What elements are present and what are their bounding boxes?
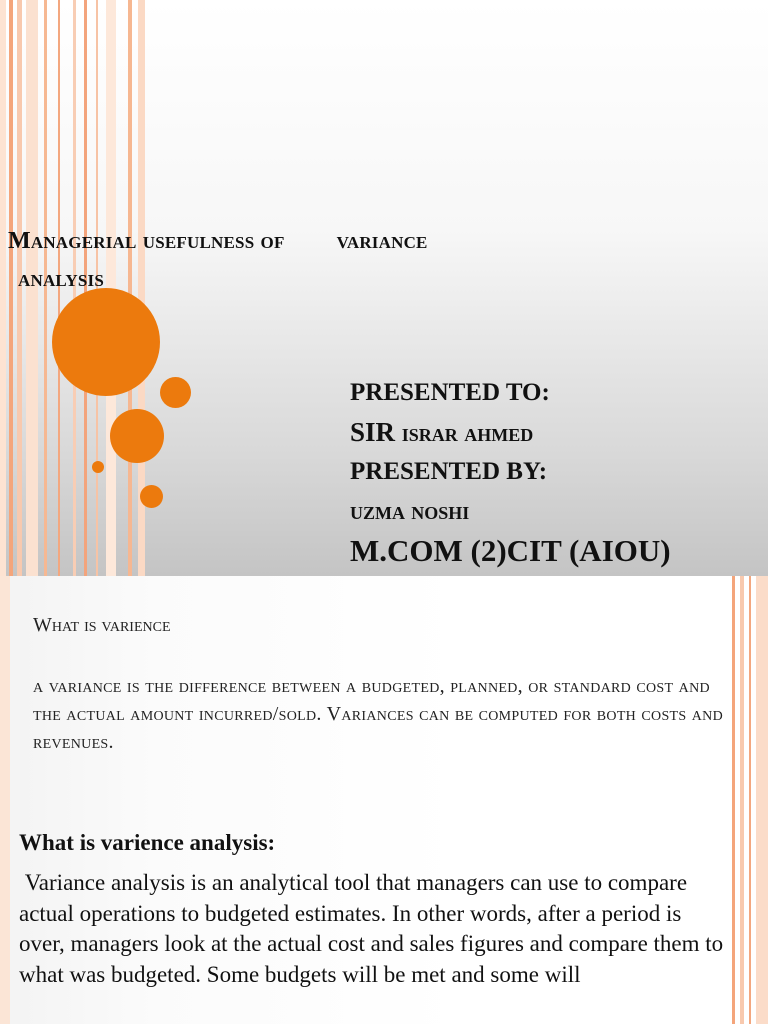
title-text-part2: variance <box>336 228 428 254</box>
presented-to-label: PRESENTED TO: <box>350 379 550 406</box>
slide-heading: What is varience <box>33 614 171 636</box>
left-accent-bar <box>0 576 10 1024</box>
decorative-circle-medium <box>110 409 164 463</box>
decorative-stripe <box>749 576 751 1024</box>
presented-by-label: PRESENTED BY: <box>350 458 548 485</box>
presented-to-name <box>350 417 533 448</box>
variance-definition: a variance is the difference between a budgeted, planned, or standard cost and the actual amount incurred/sold. Variances can be computed for both costs and revenues. <box>33 675 723 753</box>
presenter-name: uzma noshi <box>350 498 470 525</box>
title-text-part3: analysis <box>18 266 105 292</box>
body-paragraph <box>19 868 731 990</box>
decorative-circle-small <box>140 485 163 508</box>
title-text-part1: Managerial usefulness of <box>8 228 285 254</box>
decorative-circle-small <box>160 377 191 408</box>
body-text: Variance analysis is an analytical tool that managers can use to compare actual operations to budgeted estimates. In other words, after a period is over, managers look at the actual cost and sales figures and compare them to what was budgeted. Some budgets will be met and some will <box>19 870 724 987</box>
presented-to-name-text: israr ahmed <box>401 418 534 447</box>
decorative-stripe <box>732 576 735 1024</box>
presented-to-prefix: SIR <box>350 417 396 447</box>
slide-title <box>8 222 748 298</box>
decorative-stripe <box>756 576 768 1024</box>
section-subheading: What is varience analysis: <box>19 830 276 855</box>
decorative-circle-large <box>52 288 160 396</box>
course-info: M.COM (2)CIT (AIOU) <box>350 533 671 568</box>
decorative-stripe <box>740 576 744 1024</box>
decorative-circle-tiny <box>92 461 104 473</box>
decorative-stripe <box>0 0 6 576</box>
